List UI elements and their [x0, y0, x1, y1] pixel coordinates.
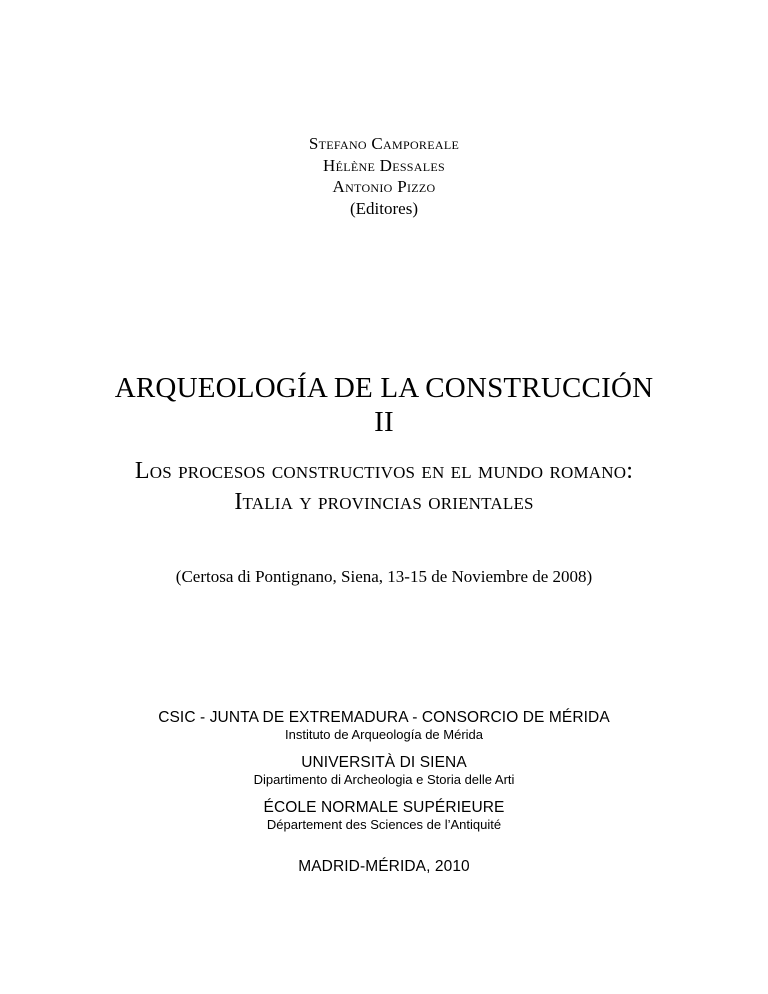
institution-block [0, 708, 768, 743]
book-subtitle [0, 456, 768, 518]
institution-subunit: Dipartimento di Archeologia e Storia delle Arti [253, 772, 515, 787]
conference-text: (Certosa di Pontignano, Siena, 13-15 de Noviembre de 2008) [175, 567, 593, 586]
editor-name: Hélène Dessales [323, 155, 445, 175]
editors-role: (Editores) [350, 198, 418, 218]
institution-subunit: Département des Sciences de l’Antiquité [266, 817, 502, 832]
book-title [0, 371, 768, 439]
book-title-main: ARQUEOLOGÍA DE LA CONSTRUCCIÓN [114, 372, 654, 404]
institution-name: ÉCOLE NORMALE SUPÉRIEURE [263, 799, 505, 816]
editor-name: Stefano Camporeale [308, 134, 460, 153]
subtitle-line: Italia y provincias orientales [234, 489, 534, 515]
editors-block [0, 133, 768, 219]
subtitle-line: Los procesos constructivos en el mundo romano: [134, 458, 634, 484]
institution-block [0, 753, 768, 788]
institution-name: UNIVERSITÀ DI SIENA [301, 754, 467, 771]
institution-subunit: Instituto de Arqueología de Mérida [284, 727, 484, 742]
conference-info [0, 566, 768, 588]
imprint [0, 857, 768, 876]
institution-block [0, 798, 768, 833]
institution-name: CSIC - JUNTA DE EXTREMADURA - CONSORCIO DE MÉRIDA [158, 709, 610, 726]
imprint-text: MADRID-MÉRIDA, 2010 [298, 858, 470, 875]
editor-name: Antonio Pizzo [332, 177, 436, 196]
book-title-volume: II [374, 406, 394, 438]
